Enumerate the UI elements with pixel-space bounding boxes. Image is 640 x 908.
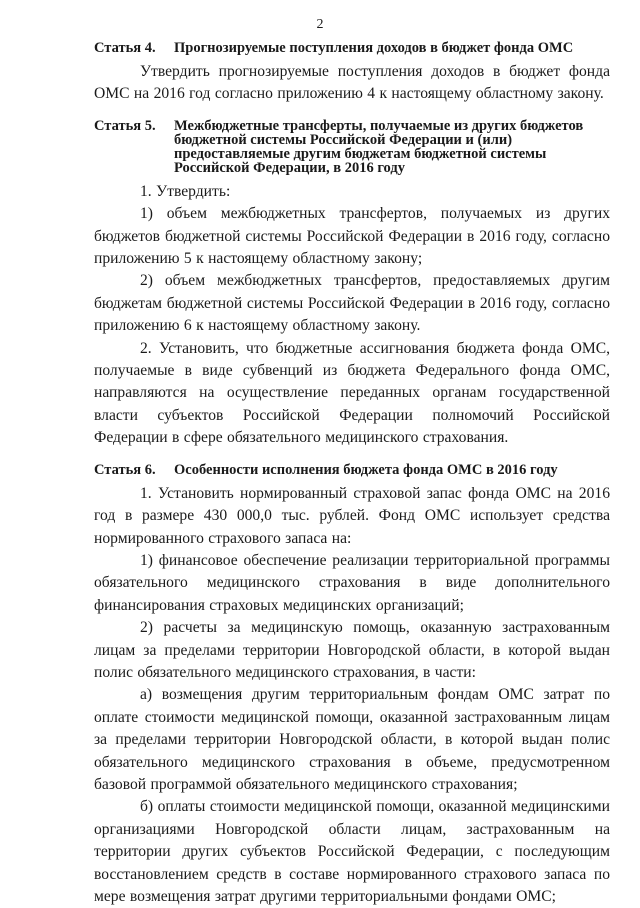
- article-heading: [94, 41, 610, 55]
- paragraph: 2. Установить, что бюджетные ассигнования бюджета фонда ОМС, получаемые в виде субвенций из бюджета Федерального фонда ОМС, направляются на осуществление переданных органам государственной власти субъектов Российской Федерации полномочий Российской Федерации в сфере обязательного медицинского страхования.: [94, 339, 610, 447]
- paragraph: 1. Утвердить:: [140, 182, 231, 200]
- article-heading: [94, 463, 610, 477]
- article-heading: [94, 119, 610, 175]
- paragraph: 2) расчеты за медицинскую помощь, оказанную застрахованным лицам за пределами территории Новгородской области, в которой выдан полис обязательного медицинского страхования, в части:: [94, 619, 610, 681]
- article-title: Особенности исполнения бюджета фонда ОМС в 2016 году: [174, 461, 558, 478]
- paragraph: б) оплаты стоимости медицинской помощи, оказанной медицинскими организациями Новгородской области лицам, застрахованным на территории других субъектов Российской Федерации, с последующим восстановлением средств в составе нормированного страхового запаса по мере возмещения затрат другими территориальными фондами ОМС;: [94, 798, 610, 905]
- article-number: Статья 6.: [94, 461, 156, 478]
- article-title: Межбюджетные трансферты, получаемые из других бюджетов бюджетной системы Российской Федерации и (или) предоставляемые другим бюджетам бюджетной системы Российской Федерации, в 2016 году: [174, 117, 584, 176]
- page-number: 2: [316, 17, 324, 32]
- document-body: [94, 41, 610, 908]
- article-number: Статья 5.: [94, 117, 156, 134]
- paragraph: 1. Установить нормированный страховой запас фонда ОМС на 2016 год в размере 430 000,0 тыс. рублей. Фонд ОМС использует средства нормированного страхового запаса на:: [94, 484, 610, 547]
- paragraph: а) возмещения другим территориальным фондам ОМС затрат по оплате стоимости медицинской помощи, оказанной застрахованным лицам за пределами территории Новгородской области, в которой выдан полис обязательного медицинского страхования в объеме, предусмотренном базовой программой обязательного медицинского страхования;: [94, 686, 610, 793]
- article-4: [94, 41, 610, 106]
- paragraph: 1) финансовое обеспечение реализации территориальной программы обязательного медицинского страхования в виде дополнительного финансирования страховых медицинских организаций;: [94, 551, 610, 614]
- article-number: Статья 4.: [94, 40, 156, 56]
- article-5: [94, 119, 610, 450]
- article-title: Прогнозируемые поступления доходов в бюджет фонда ОМС: [174, 40, 574, 56]
- paragraph: Утвердить прогнозируемые поступления доходов в бюджет фонда ОМС на 2016 год согласно приложению 4 к настоящему областному закону.: [94, 63, 610, 103]
- article-6: [94, 463, 610, 908]
- paragraph: 2) объем межбюджетных трансфертов, предоставляемых другим бюджетам бюджетной системы Российской Федерации в 2016 году, согласно приложению 6 к настоящему областному закону.: [94, 272, 610, 335]
- paragraph: 1) объем межбюджетных трансфертов, получаемых из других бюджетов бюджетной системы Российской Федерации в 2016 году, согласно приложению 5 к настоящему областному закону;: [94, 205, 610, 268]
